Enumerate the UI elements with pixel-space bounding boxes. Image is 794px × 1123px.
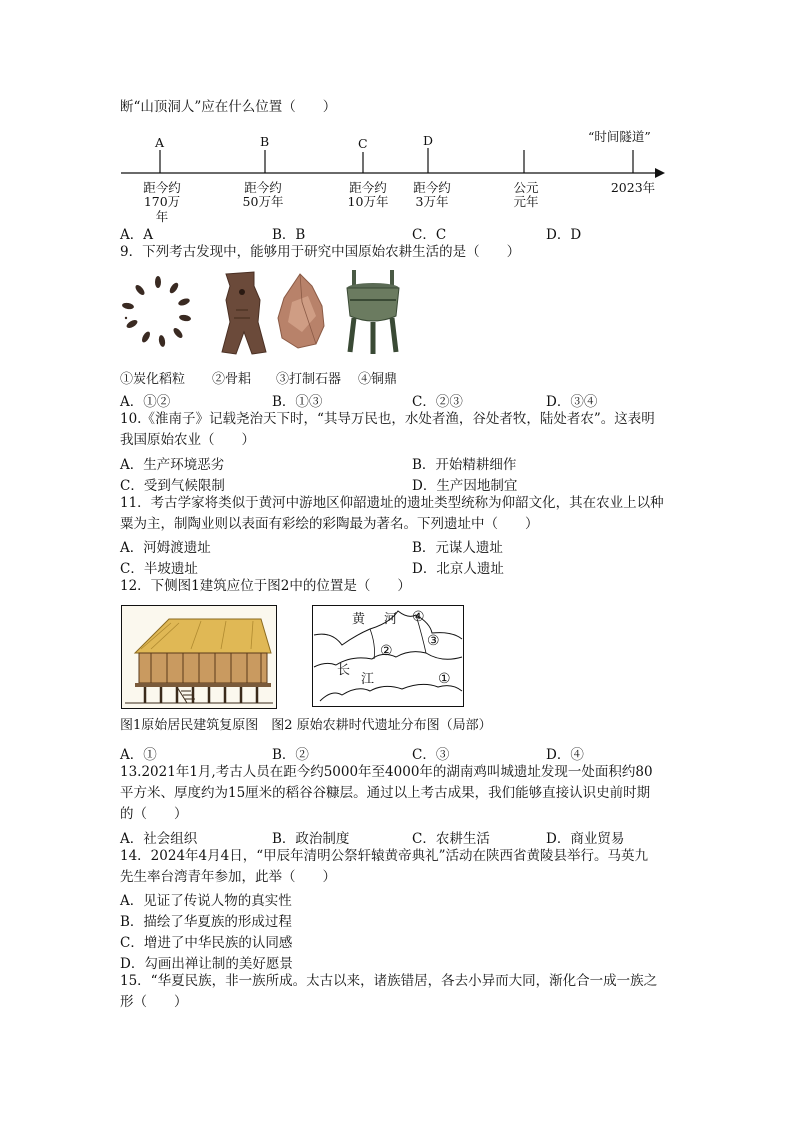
map-label-huang: 黄 xyxy=(352,612,366,627)
q12-option-d[interactable]: D．④ xyxy=(546,747,584,763)
q14-option-d[interactable]: D．勾画出禅让制的美好愿景 xyxy=(120,956,293,972)
q8-option-b[interactable]: B．B xyxy=(272,227,306,243)
bone-spade-image xyxy=(214,270,274,360)
q11-line-1: 11．考古学家将类似于黄河中游地区仰韶遗址的遗址类型统称为仰韶文化，其在农业上以种 xyxy=(120,495,664,511)
q12-option-c[interactable]: C．③ xyxy=(412,747,450,763)
q9-option-a[interactable]: A．①② xyxy=(120,394,171,410)
q12-figure-caption: 图1原始居民建筑复原图 图2 原始农耕时代遗址分布图（局部） xyxy=(120,718,492,733)
timeline-letter-a: A xyxy=(155,135,165,150)
q11-option-d[interactable]: D．北京人遗址 xyxy=(412,561,504,577)
q13-line-2: 平方米、厚度约为15厘米的稻谷谷糠层。通过以上考古成果，我们能够直接认识史前时期 xyxy=(120,785,651,801)
q9-caption-1: ①炭化稻粒 xyxy=(120,372,186,387)
timeline-axis xyxy=(0,130,794,190)
q11-option-b[interactable]: B．元谋人遗址 xyxy=(412,540,503,556)
q14-line-2: 先生率台湾青年参加，此举（ ） xyxy=(120,869,336,885)
bronze-ding-image xyxy=(340,266,406,356)
timeline-label-b: 距今约 50万年 xyxy=(242,180,284,210)
q10-option-b[interactable]: B．开始精耕细作 xyxy=(412,457,517,473)
q13-option-c[interactable]: C．农耕生活 xyxy=(412,831,490,847)
q9-caption-4: ④铜鼎 xyxy=(358,372,398,387)
q10-option-c[interactable]: C．受到气候限制 xyxy=(120,478,225,494)
q15-line-1: 15．“华夏民族，非一族所成。太古以来，诸族错居，各去小异而大同，渐化合一成一族之 xyxy=(120,973,658,989)
timeline-letter-c: C xyxy=(358,136,368,151)
map-label-he: 河 xyxy=(384,612,398,627)
figure1-stilt-house xyxy=(121,605,277,709)
q8-option-d[interactable]: D．D xyxy=(546,227,582,243)
q8-option-a[interactable]: A．A xyxy=(120,227,153,243)
chipped-stone-tool-image xyxy=(272,272,332,352)
q11-line-2: 粟为主，制陶业则以表面有彩绘的彩陶最为著名。下列遗址中（ ） xyxy=(120,516,539,532)
q13-option-b[interactable]: B．政治制度 xyxy=(272,831,350,847)
q11-option-a[interactable]: A．河姆渡遗址 xyxy=(120,540,211,556)
q10-option-d[interactable]: D．生产因地制宜 xyxy=(412,478,518,494)
q9-option-b[interactable]: B．①③ xyxy=(272,394,323,410)
timeline-letter-d: D xyxy=(423,133,434,148)
q9-option-d[interactable]: D．③④ xyxy=(546,394,598,410)
timeline-label-gongyuan: 公元 元年 xyxy=(513,180,539,210)
q13-option-d[interactable]: D．商业贸易 xyxy=(546,831,625,847)
q15-line-2: 形（ ） xyxy=(120,994,188,1010)
q11-option-c[interactable]: C．半坡遗址 xyxy=(120,561,198,577)
map-marker-3: ③ xyxy=(427,633,440,649)
map-label-jiang: 江 xyxy=(361,672,375,687)
map-marker-1: ① xyxy=(438,671,451,687)
map-marker-4: ④ xyxy=(412,609,425,625)
q9-stem: 9．下列考古发现中，能够用于研究中国原始农耕生活的是（ ） xyxy=(120,244,521,260)
timeline-label-c: 距今约 10万年 xyxy=(347,180,389,210)
timeline-letter-b: B xyxy=(260,134,270,149)
map-label-chang: 长 xyxy=(337,663,351,678)
timeline-label-d: 距今约 3万年 xyxy=(413,180,451,210)
q9-caption-2: ②骨耜 xyxy=(212,372,252,387)
q8-stem: 断“山顶洞人”应在什么位置（ ） xyxy=(120,99,337,115)
q9-option-c[interactable]: C．②③ xyxy=(412,394,463,410)
time-tunnel-label: “时间隧道” xyxy=(588,129,651,144)
q14-option-c[interactable]: C．增进了中华民族的认同感 xyxy=(120,935,293,951)
q10-option-a[interactable]: A．生产环境恶劣 xyxy=(120,457,225,473)
q14-option-b[interactable]: B．描绘了华夏族的形成过程 xyxy=(120,914,292,930)
q10-line-1: 10.《淮南子》记载尧治天下时，“其导万民也，水处者渔，谷处者牧，陆处者农”。这表明 xyxy=(120,411,655,427)
q13-option-a[interactable]: A．社会组织 xyxy=(120,831,198,847)
q12-stem: 12．下侧图1建筑应位于图2中的位置是（ ） xyxy=(120,578,411,594)
q9-caption-3: ③打制石器 xyxy=(276,372,342,387)
map-marker-2: ② xyxy=(380,643,393,659)
q12-option-a[interactable]: A．① xyxy=(120,747,157,763)
q14-line-1: 14．2024年4月4日，“甲辰年清明公祭轩辕黄帝典礼”活动在陕西省黄陵县举行。马英九 xyxy=(120,848,649,864)
carbonized-rice-image xyxy=(118,272,198,357)
q13-line-3: 的（ ） xyxy=(120,806,188,822)
q12-option-b[interactable]: B．② xyxy=(272,747,309,763)
timeline-label-2023: 2023年 xyxy=(610,180,656,195)
q14-option-a[interactable]: A．见证了传说人物的真实性 xyxy=(120,893,292,909)
q13-line-1: 13.2021年1月,考古人员在距今约5000年至4000年的湖南鸡叫城遗址发现一处面积约80 xyxy=(120,764,653,780)
timeline-label-a: 距今约 170万年 xyxy=(143,180,181,224)
q10-line-2: 我国原始农业（ ） xyxy=(120,432,255,448)
q8-option-c[interactable]: C．C xyxy=(412,227,447,243)
